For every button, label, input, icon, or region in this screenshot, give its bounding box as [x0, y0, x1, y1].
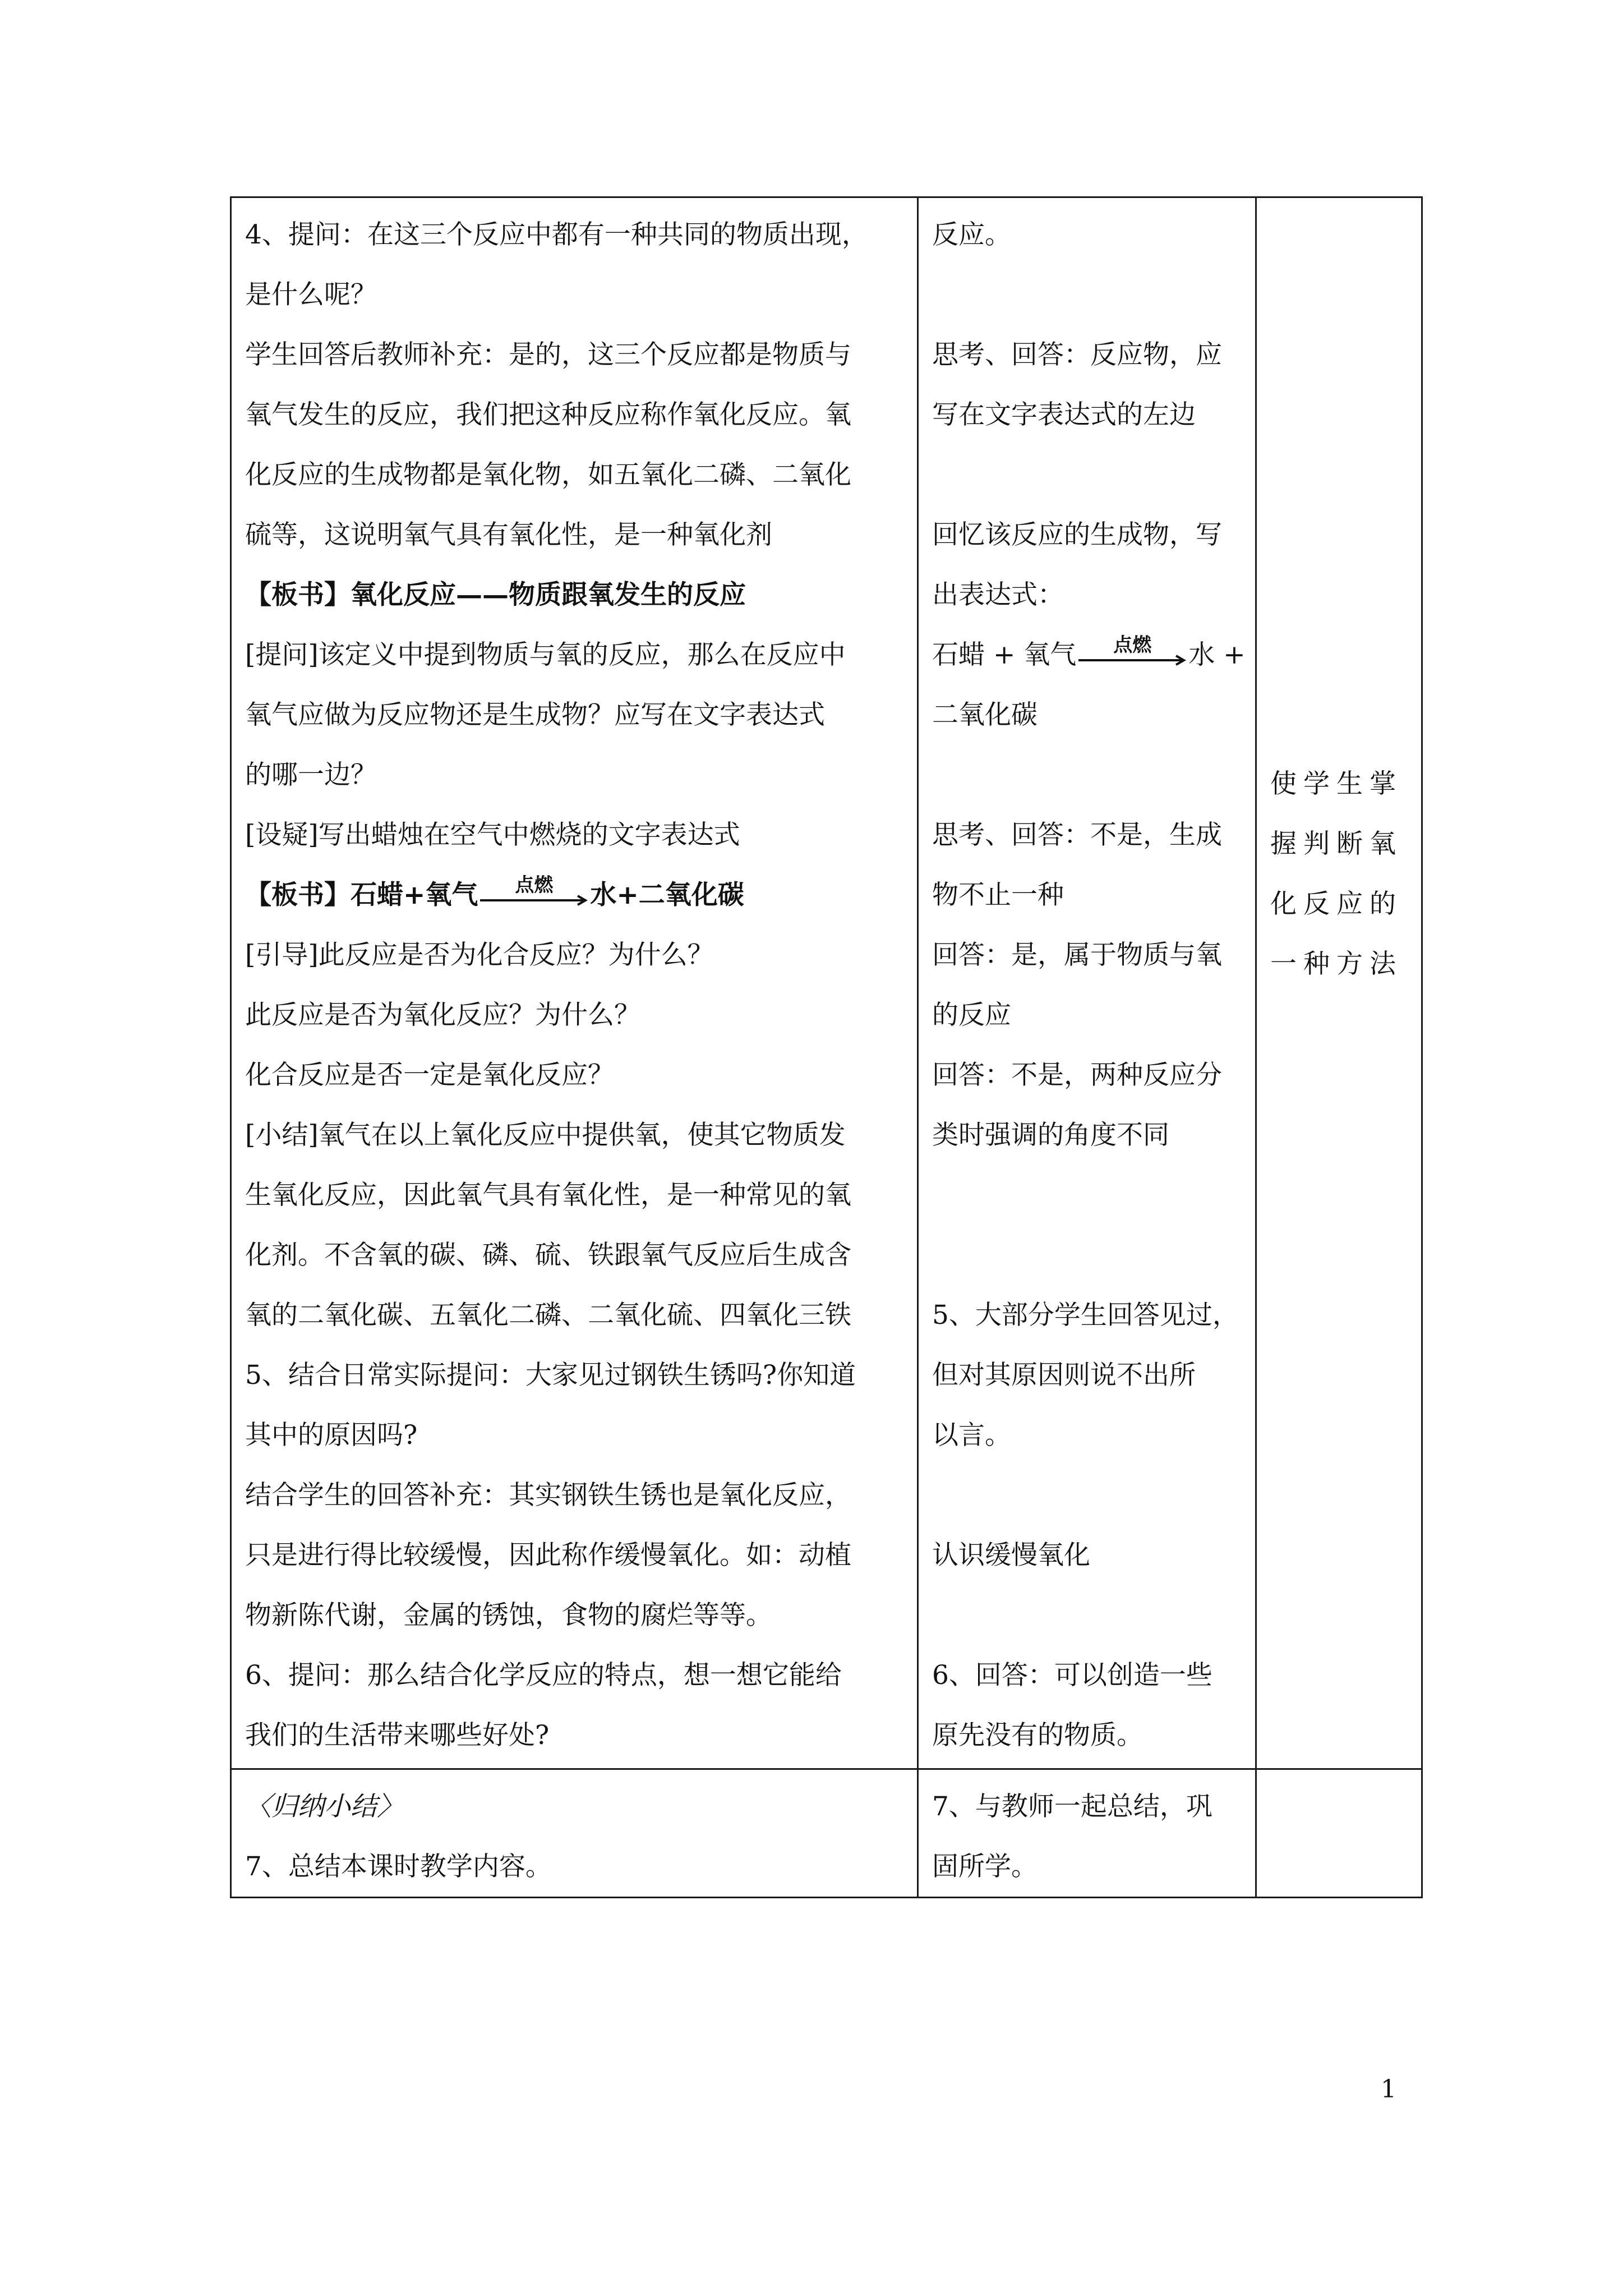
summary-teacher-cell	[231, 1769, 918, 1898]
equation-reactants: 石蜡+氧气	[351, 880, 478, 910]
blackboard-definition	[245, 565, 903, 625]
student-line: 5、大部分学生回答见过，	[932, 1300, 1239, 1331]
teacher-line: 是什么呢？	[245, 279, 377, 310]
reaction-condition: 点燃	[1113, 634, 1152, 656]
teacher-line: 化剂。不含氧的碳、磷、硫、铁跟氧气反应后生成含	[245, 1240, 851, 1271]
summary-student-cell	[918, 1769, 1256, 1898]
student-line: 类时强调的角度不同	[932, 1120, 1169, 1151]
student-line: 思考、回答：反应物，应	[932, 339, 1222, 370]
student-line: 以言。	[932, 1420, 1011, 1451]
lesson-row-main	[231, 197, 1422, 1769]
student-line: 原先没有的物质。	[932, 1720, 1143, 1751]
page-number: 1	[1381, 2075, 1396, 2104]
teacher-line: 物新陈代谢，金属的锈蚀，食物的腐烂等等。	[245, 1600, 772, 1631]
teacher-line: [设疑]写出蜡烛在空气中燃烧的文字表达式	[245, 820, 740, 850]
student-line: 的反应	[932, 1000, 1011, 1030]
teacher-line: 氧气发生的反应，我们把这种反应称作氧化反应。氧	[245, 399, 851, 430]
equation-products: 水+二氧化碳	[590, 880, 744, 910]
intent-line: 使学生掌	[1270, 769, 1403, 799]
reaction-arrow-icon	[1077, 634, 1187, 664]
teacher-activity-cell	[231, 197, 918, 1769]
teacher-line: [小结]氧气在以上氧化反应中提供氧，使其它物质发	[245, 1120, 846, 1151]
teacher-line: [提问]该定义中提到物质与氧的反应，那么在反应中	[245, 639, 846, 670]
teacher-line: 氧气应做为反应物还是生成物？应写在文字表达式	[245, 700, 825, 730]
blackboard-tag: 【板书】	[245, 880, 351, 910]
teacher-line: 氧的二氧化碳、五氧化二磷、二氧化硫、四氧化三铁	[245, 1300, 851, 1331]
teacher-line: 5、结合日常实际提问：大家见过钢铁生锈吗?你知道	[245, 1360, 856, 1391]
summary-student-line: 7、与教师一起总结，巩	[932, 1791, 1212, 1822]
lesson-row-summary	[231, 1769, 1422, 1898]
blackboard-equation	[245, 865, 903, 925]
teacher-line: 硫等，这说明氧气具有氧化性，是一种氧化剂	[245, 519, 772, 550]
teacher-line: 6、提问：那么结合化学反应的特点，想一想它能给	[245, 1660, 842, 1691]
student-line: 出表达式：	[932, 579, 1064, 610]
student-line: 回答：是，属于物质与氧	[932, 940, 1222, 970]
student-line: 二氧化碳	[932, 700, 1038, 730]
teacher-line: 化反应的生成物都是氧化物，如五氧化二磷、二氧化	[245, 459, 851, 490]
student-line: 认识缓慢氧化	[932, 1540, 1090, 1571]
teacher-line: 我们的生活带来哪些好处?	[245, 1720, 550, 1751]
equation-products: 水 +	[1188, 639, 1246, 670]
teacher-line: 只是进行得比较缓慢，因此称作缓慢氧化。如：动植	[245, 1540, 851, 1571]
intent-line: 握判断氧	[1270, 829, 1403, 859]
definition-text: 氧化反应——物质跟氧发生的反应	[351, 579, 746, 610]
student-line: 但对其原因则说不出所	[932, 1360, 1196, 1391]
summary-student-line: 固所学。	[932, 1851, 1038, 1882]
student-line: 回答：不是，两种反应分	[932, 1060, 1222, 1091]
lesson-plan-table	[230, 196, 1423, 1898]
teacher-line: 其中的原因吗?	[245, 1420, 418, 1451]
student-line: 回忆该反应的生成物，写	[932, 519, 1222, 550]
teacher-line: 化合反应是否一定是氧化反应？	[245, 1060, 614, 1091]
student-line: 反应。	[932, 219, 1011, 250]
intent-line: 化反应的	[1270, 889, 1403, 919]
summary-intent-cell	[1256, 1769, 1422, 1898]
teacher-line: 生氧化反应，因此氧气具有氧化性，是一种常见的氧	[245, 1180, 851, 1211]
teacher-line: 学生回答后教师补充：是的，这三个反应都是物质与	[245, 339, 851, 370]
teacher-line: 的哪一边？	[245, 760, 377, 790]
design-intent-cell	[1256, 197, 1422, 1769]
blackboard-tag: 【板书】	[245, 579, 351, 610]
teacher-line: [引导]此反应是否为化合反应？为什么？	[245, 940, 714, 970]
student-line: 物不止一种	[932, 880, 1064, 910]
student-activity-cell	[918, 197, 1256, 1769]
student-line: 6、回答：可以创造一些	[932, 1660, 1212, 1691]
reaction-condition: 点燃	[515, 874, 554, 896]
summary-heading: 〈归纳小结〉	[245, 1791, 403, 1822]
teacher-line: 结合学生的回答补充：其实钢铁生锈也是氧化反应，	[245, 1480, 851, 1511]
equation-reactants: 石蜡 + 氧气	[932, 639, 1077, 670]
student-equation	[932, 625, 1246, 685]
intent-line: 一种方法	[1270, 949, 1403, 979]
teacher-line: 4、提问：在这三个反应中都有一种共同的物质出现，	[245, 219, 868, 250]
student-line: 思考、回答：不是，生成	[932, 820, 1222, 850]
reaction-arrow-icon	[479, 874, 589, 904]
summary-teacher-line: 7、总结本课时教学内容。	[245, 1851, 552, 1882]
teacher-line: 此反应是否为氧化反应？为什么？	[245, 1000, 640, 1030]
student-line: 写在文字表达式的左边	[932, 399, 1196, 430]
